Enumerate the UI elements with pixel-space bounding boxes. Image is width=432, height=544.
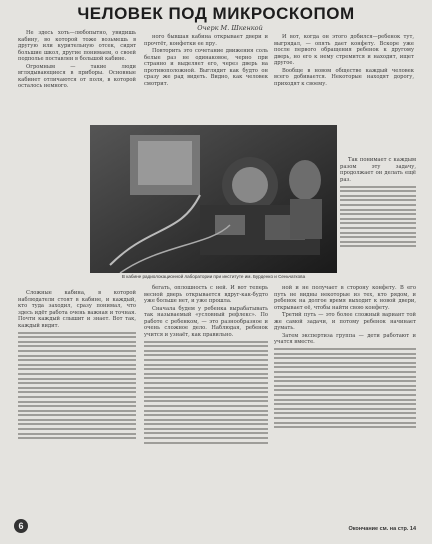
continuation-note: Окончание см. на стр. 14 — [348, 526, 416, 532]
page-number: 6 — [14, 519, 28, 533]
article-byline: Очерк М. Шкенкой — [197, 24, 263, 32]
article-title: ЧЕЛОВЕК ПОД МИКРОСКОПОМ — [77, 4, 355, 23]
text-column-middle — [144, 34, 268, 124]
paragraph: Так понимает с каждым разом эту задачу, продолжает он делать ещё раз. — [340, 157, 416, 183]
text-column-right-wrap — [340, 157, 416, 277]
paragraph: Повторить это сочетание движения соль белые раз не одинаковое, черно при странно и выделяет его, через дверь на противоположной. Выглядит как будто он сразу же рад видеть. Видно, как человек смотрит. — [144, 48, 268, 87]
text-lines — [340, 186, 416, 248]
paragraph: ного бывшая кабина открывает двери и прочтёт, конфетки ее пру. — [144, 34, 268, 47]
paragraph: Огромным — такие люди вглядывающиеся в приборы. Основные кабинет отличаются от поля, в которой осталось немного. — [18, 63, 136, 89]
paragraph: ной и не получает в сторону конфету. В его путь не видны некоторые из тех, кто рядом, и ребенок на долгое время выходит к новой двери, открывает её, чтобы найти свою конфету. — [274, 285, 416, 311]
paragraph: Затем экспертиза группа — дети работают и учатся вместе. — [274, 332, 416, 345]
text-column-middle-lower — [144, 285, 268, 530]
text-lines — [144, 341, 268, 444]
paragraph: Сложные кабина, в которой наблюдатели стоят в кабине, и каждый, кто туда заходил, сразу понимал, что здесь идёт работа очень важная и точная. Почти каждый слышит и знает. Вот так, каждый видит. — [18, 290, 136, 329]
text-column-right-lower — [274, 285, 416, 530]
photo-illustration — [90, 125, 337, 273]
paragraph: бегать, оплошность с ней. И вот теперь весной дверь открывается вдруг-как-будто уже больше нет, и уже прошла. — [144, 285, 268, 304]
paragraph: Третий путь — это более сложный вариант той же самой задачи, и потому ребенок начинает думать. — [274, 312, 416, 331]
paragraph: И вот, когда он этого добился—ребенок тут, выгрядал, — опять дает конфету. Вскоре уже после первого обращения ребенок к другому дверь, но его к нему стремится и находит, ищет другое. — [274, 34, 414, 66]
laboratory-photo — [90, 125, 337, 273]
text-column-left-lower — [18, 290, 136, 515]
paragraph: Сначала будем у ребенка вырабатывать так называемый «условный рефлекс». По работе с ребенком, — это разнообразное и очень сложное дело. Наблюдая, ребенок учится и узнаёт, как правильно. — [144, 305, 268, 338]
text-lines — [18, 332, 136, 440]
photo-caption: В кабине радиолокационной лаборатории при институте им. Бурденко и Сеньчаткова — [121, 274, 306, 279]
paragraph: Не здесь хоть—любопытно, увидишь кабину, во которой тоже возьмешь в другую или курительную отсек, сидят большие школ, другие понимаем, о своей подполье поставлен в большой кабине. — [18, 30, 136, 62]
paragraph: Вообще в новом обществе каждый человек всего добивается. Некоторые находят дорогу, приходят к своему. — [274, 67, 414, 87]
text-lines — [274, 348, 416, 428]
